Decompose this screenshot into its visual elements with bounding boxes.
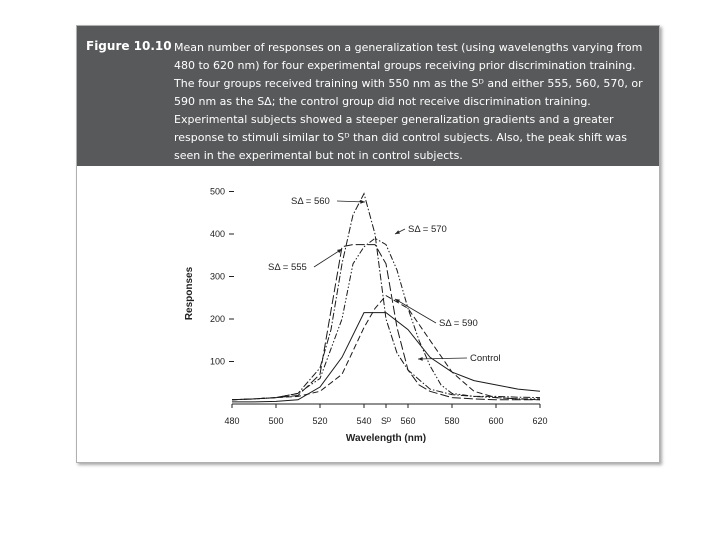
- series-line-0: [232, 194, 540, 400]
- sd-marker-label: Sᴰ: [380, 416, 392, 426]
- annotation-label: Control: [470, 353, 501, 364]
- figure-panel: [76, 25, 660, 463]
- generalization-chart: [77, 26, 659, 462]
- annotation-arrowhead: [418, 357, 423, 361]
- annotation-label: SΔ = 570: [408, 224, 447, 235]
- x-tick-label: 520: [312, 416, 328, 426]
- x-tick-label: 560: [400, 416, 416, 426]
- annotation-leader: [418, 358, 467, 359]
- caption-label: Figure 10.10: [86, 39, 172, 53]
- annotation-label: SΔ = 560: [291, 196, 330, 207]
- y-tick-label: 500: [209, 186, 225, 197]
- annotation-leader: [314, 249, 342, 267]
- x-tick-label: 480: [224, 416, 240, 426]
- y-tick-label: 300: [209, 271, 225, 282]
- x-tick-label: 580: [444, 416, 460, 426]
- y-axis-label: Responses: [184, 266, 195, 321]
- y-tick-label: 100: [209, 356, 225, 367]
- y-tick-label: 200: [209, 314, 225, 324]
- annotation-label: SΔ = 555: [268, 262, 307, 273]
- y-tick-label: 400: [209, 229, 225, 239]
- annotation-label: SΔ = 590: [439, 318, 478, 329]
- caption-text: Mean number of responses on a generalization test (using wavelengths varying from 480 to 620 nm) for four experimental groups receiving prior discrimination training. The four groups received training with 550 nm as the Sᴰ and either 555, 560, 570, or 590 nm as the SΔ; the control group did not receive discrimination training. Experimental subjects showed a steeper generalization gradients and a greater response to stimuli similar to Sᴰ than did control subjects. Also, the peak shift was seen in the experimental but not in control subjects.: [174, 41, 643, 162]
- x-tick-label: 600: [488, 416, 504, 426]
- x-axis-label: Wavelength (nm): [345, 433, 427, 444]
- x-tick-label: 500: [268, 416, 284, 426]
- x-tick-label: 540: [356, 416, 372, 426]
- annotation-arrowhead: [360, 200, 365, 204]
- x-tick-label: 620: [532, 416, 548, 426]
